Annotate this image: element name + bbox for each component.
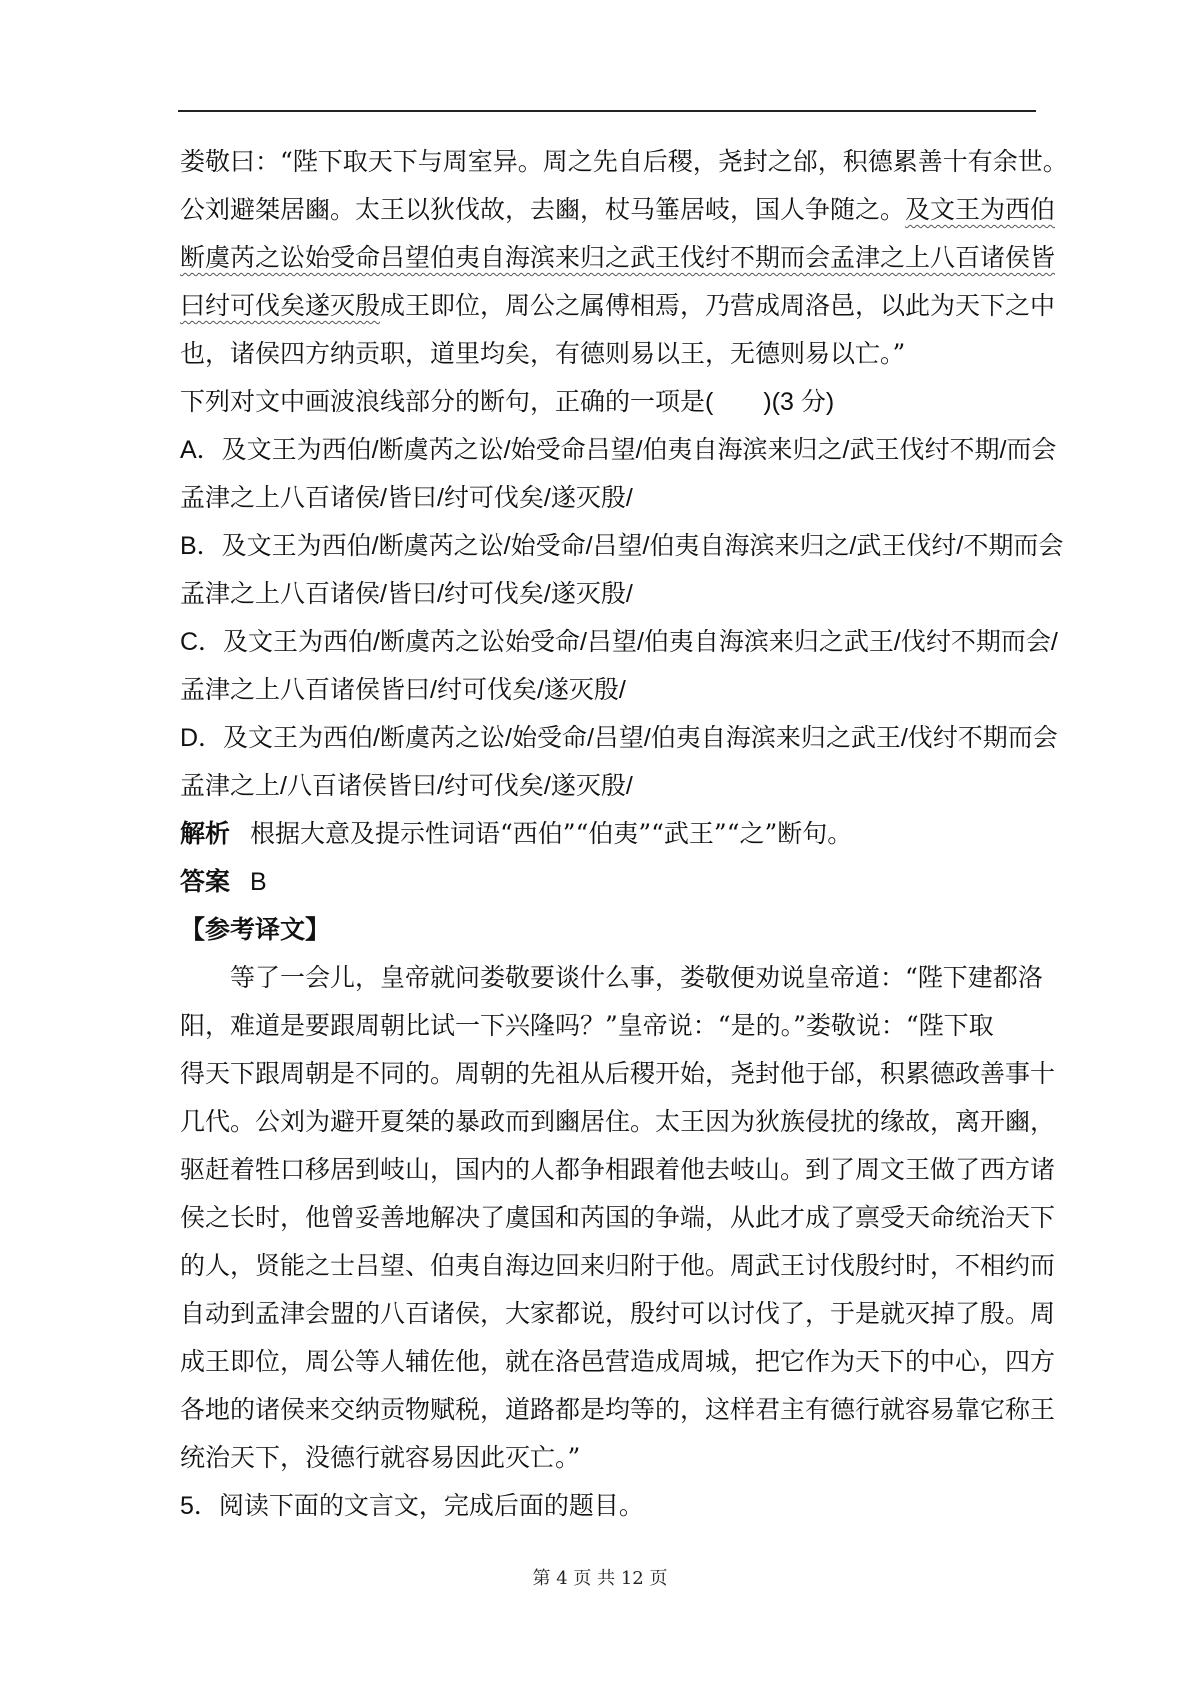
next-question: 5．阅读下面的文言文，完成后面的题目。 xyxy=(180,1492,644,1520)
analysis xyxy=(180,810,1036,858)
page-content xyxy=(180,138,1068,1530)
passage-text: 公刘避桀居豳。太王以狄伐故，去豳，杖马箠居岐，国人争随之。 xyxy=(180,195,906,224)
header-rule xyxy=(178,110,1036,112)
option-b-line-1: B．及文王为西伯/断虞芮之讼/始受命/吕望/伯夷自海滨来归之/武王伐纣/不期而会 xyxy=(180,532,1064,560)
translation-heading: 【参考译文】 xyxy=(180,915,331,944)
translation-line-4: 几代。公刘为避开夏桀的暴政而到豳居住。太王因为狄族侵扰的缘故，离开豳， xyxy=(180,1107,1056,1136)
option-a-line-2: 孟津之上八百诸侯/皆曰/纣可伐矣/遂灭殷/ xyxy=(180,484,633,512)
analysis-label: 解析 xyxy=(180,819,231,848)
option-c-line-2: 孟津之上八百诸侯皆曰/纣可伐矣/遂灭殷/ xyxy=(180,676,626,704)
passage-line-3 xyxy=(180,234,1056,282)
passage-line-5: 也，诸侯四方纳贡职，道里均矣，有德则易以王，无德则易以亡。” xyxy=(180,339,906,368)
option-d-line-2: 孟津之上/八百诸侯皆曰/纣可伐矣/遂灭殷/ xyxy=(180,772,633,800)
translation-line-11: 统治天下，没德行就容易因此灭亡。” xyxy=(180,1443,581,1472)
translation-line-6: 侯之长时，他曾妥善地解决了虞国和芮国的争端，从此才成了禀受天命统治天下 xyxy=(180,1203,1056,1232)
question-stem: 下列对文中画波浪线部分的断句，正确的一项是( )(3 分) xyxy=(180,388,835,416)
option-b-line-2: 孟津之上八百诸侯/皆曰/纣可伐矣/遂灭殷/ xyxy=(180,580,633,608)
passage-line-4 xyxy=(180,282,1056,330)
answer-value: B xyxy=(250,868,267,896)
option-a-line-1: A．及文王为西伯/断虞芮之讼/始受命吕望/伯夷自海滨来归之/武王伐纣不期/而会 xyxy=(180,436,1057,464)
answer xyxy=(180,858,1036,906)
translation-line-2: 阳，难道是要跟周朝比试一下兴隆吗？”皇帝说：“是的。”娄敬说：“陛下取 xyxy=(180,1011,994,1040)
wavy-underlined-text: 曰纣可伐矣遂灭殷 xyxy=(180,291,381,320)
page-footer: 第 4 页 共 12 页 xyxy=(532,1568,668,1589)
passage-line-1: 娄敬曰：“陛下取天下与周室异。周之先自后稷，尧封之邰，积德累善十有余世。 xyxy=(180,147,1068,176)
option-d-line-1: D．及文王为西伯/断虞芮之讼/始受命/吕望/伯夷自海滨来归之武王/伐纣不期而会 xyxy=(180,724,1058,752)
translation-line-5: 驱赶着牲口移居到岐山，国内的人都争相跟着他去岐山。到了周文王做了西方诸 xyxy=(180,1155,1056,1184)
answer-label: 答案 xyxy=(180,867,231,896)
translation-line-3: 得天下跟周朝是不同的。周朝的先祖从后稷开始，尧封他于邰，积累德政善事十 xyxy=(180,1059,1056,1088)
wavy-underlined-text: 断虞芮之讼始受命吕望伯夷自海滨来归之武王伐纣不期而会孟津之上八百诸侯皆 xyxy=(180,243,1056,272)
analysis-text: 根据大意及提示性词语“西伯”“伯夷”“武王”“之”断句。 xyxy=(250,819,853,848)
translation-line-1: 等了一会儿，皇帝就问娄敬要谈什么事，娄敬便劝说皇帝道：“陛下建都洛 xyxy=(230,963,1043,992)
passage-line-2 xyxy=(180,186,1056,234)
translation-line-9: 成王即位，周公等人辅佐他，就在洛邑营造成周城，把它作为天下的中心，四方 xyxy=(180,1347,1056,1376)
translation-line-7: 的人，贤能之士吕望、伯夷自海边回来归附于他。周武王讨伐殷纣时，不相约而 xyxy=(180,1251,1056,1280)
option-c-line-1: C．及文王为西伯/断虞芮之讼始受命/吕望/伯夷自海滨来归之武王/伐纣不期而会/ xyxy=(180,628,1058,656)
passage-text: 成王即位，周公之属傅相焉，乃营成周洛邑，以此为天下之中 xyxy=(380,291,1056,320)
translation-line-10: 各地的诸侯来交纳贡物赋税，道路都是均等的，这样君主有德行就容易靠它称王 xyxy=(180,1395,1056,1424)
wavy-underlined-text: 及文王为西伯 xyxy=(905,195,1056,224)
translation-line-8: 自动到孟津会盟的八百诸侯，大家都说，殷纣可以讨伐了，于是就灭掉了殷。周 xyxy=(180,1299,1056,1328)
